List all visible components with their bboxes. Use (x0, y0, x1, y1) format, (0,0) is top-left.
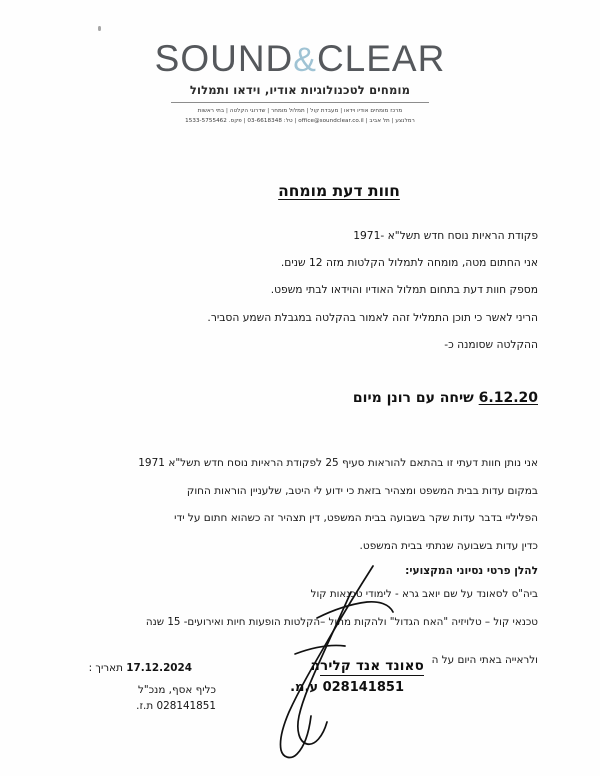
credentials-section (62, 589, 538, 646)
contact-services-line: מרכז מומחים אודיו וידאו | מעבדת קול | תמלול מומחר | שדרוגי הקלטה | בתי ראשות (197, 108, 403, 114)
signing-company-prefix: ה (310, 658, 321, 674)
intro-section (62, 231, 538, 367)
declaration-paragraph: הפליליי בדבר עדות שקר בשבועה בבית המשפט, דין תצהיר זה כשהוא חתום על ידי (174, 512, 538, 524)
signer-id-value: 028141851 (156, 700, 216, 712)
logo-text-clear: CLEAR (316, 38, 446, 79)
credentials-paragraph: ביה"ס לסאונד על שם יואב גרא - לימודי טכנאות קול (310, 588, 538, 600)
recording-heading-text: שיחה עם רונן מיום (352, 390, 474, 406)
credentials-paragraph: טכנאי קול – טלויזיה "האח הגדול" ולהקות מתול –הקלטות הופעות חיות ואירועים- 15 שנה (145, 616, 538, 629)
contact-phone-email-line: טל: 03-6618348 | פקס. 1533-5755462 | office@soundclear.co.il | רמלנצע | תל אביב (185, 117, 415, 124)
declaration-section (62, 458, 538, 568)
company-tagline: מומחים לטכנולוגיות אודיו, וידאו ותמלול (189, 83, 411, 97)
company-vat-number (290, 680, 404, 695)
recording-section-heading (62, 390, 538, 406)
signature-date-label: תאריך : (88, 662, 123, 674)
intro-paragraph: ההקלטה שסומנה כ- (444, 337, 538, 351)
declaration-paragraph: אני נותן חוות דעתי זו בהתאם להוראות סעיף 25 לפקודת הראיות נוסח חדש תשל"א 1971 (138, 457, 538, 469)
company-logo (0, 40, 600, 77)
letterhead-divider (171, 102, 429, 103)
intro-paragraph: הריני לאשר כי תוכן התמליל זהה לאמור בהקלטה במגבלת השמע הסביר. (207, 310, 538, 324)
signing-company-name-text: סאונד אנד קליר (320, 658, 424, 674)
letterhead (0, 40, 600, 127)
logo-text-sound: SOUND (154, 38, 294, 79)
intro-paragraph: מספק חוות דעת בתחום תמלול האודיו והוידאו לבתי משפט. (270, 283, 538, 297)
signature-date-value: 17.12.2024 (126, 662, 192, 674)
credentials-heading: להלן פרטי נסיוני המקצועי: (405, 565, 538, 577)
closing-line: ולראייה באתי היום על ה (431, 654, 538, 666)
declaration-paragraph: כדין עדות בשבועה שנתתי בבית המשפט. (359, 539, 538, 552)
letterhead-contact-info (0, 107, 600, 127)
signature-date (89, 662, 192, 674)
page-title: חוות דעת מומחה (278, 182, 400, 200)
declaration-paragraph: במקום עדות בבית המשפט ומצהיר בזאת כי ידוע לי היטב, שלעניין הוראות החוק (186, 484, 538, 497)
signer-id-label: ת.ז. (136, 700, 154, 712)
recording-date: 6.12.20 (478, 390, 538, 406)
scan-artifact-speck (98, 26, 101, 31)
company-vat-label: ע.מ. (290, 680, 319, 695)
company-vat-value: 028141851 (322, 680, 404, 695)
intro-paragraph: אני החתום מטה, מומחה לתמלול הקלטות מזה 12 שנים. (280, 256, 538, 270)
intro-paragraph: פקודת הראיות נוסח חדש תשל"א -1971 (353, 229, 538, 242)
logo-ampersand: & (293, 41, 317, 79)
signature-block (0, 648, 600, 768)
signer-name: כליף אסף, מנכ"ל (137, 684, 216, 696)
signer-id (136, 700, 216, 712)
signing-company-name (311, 658, 424, 674)
